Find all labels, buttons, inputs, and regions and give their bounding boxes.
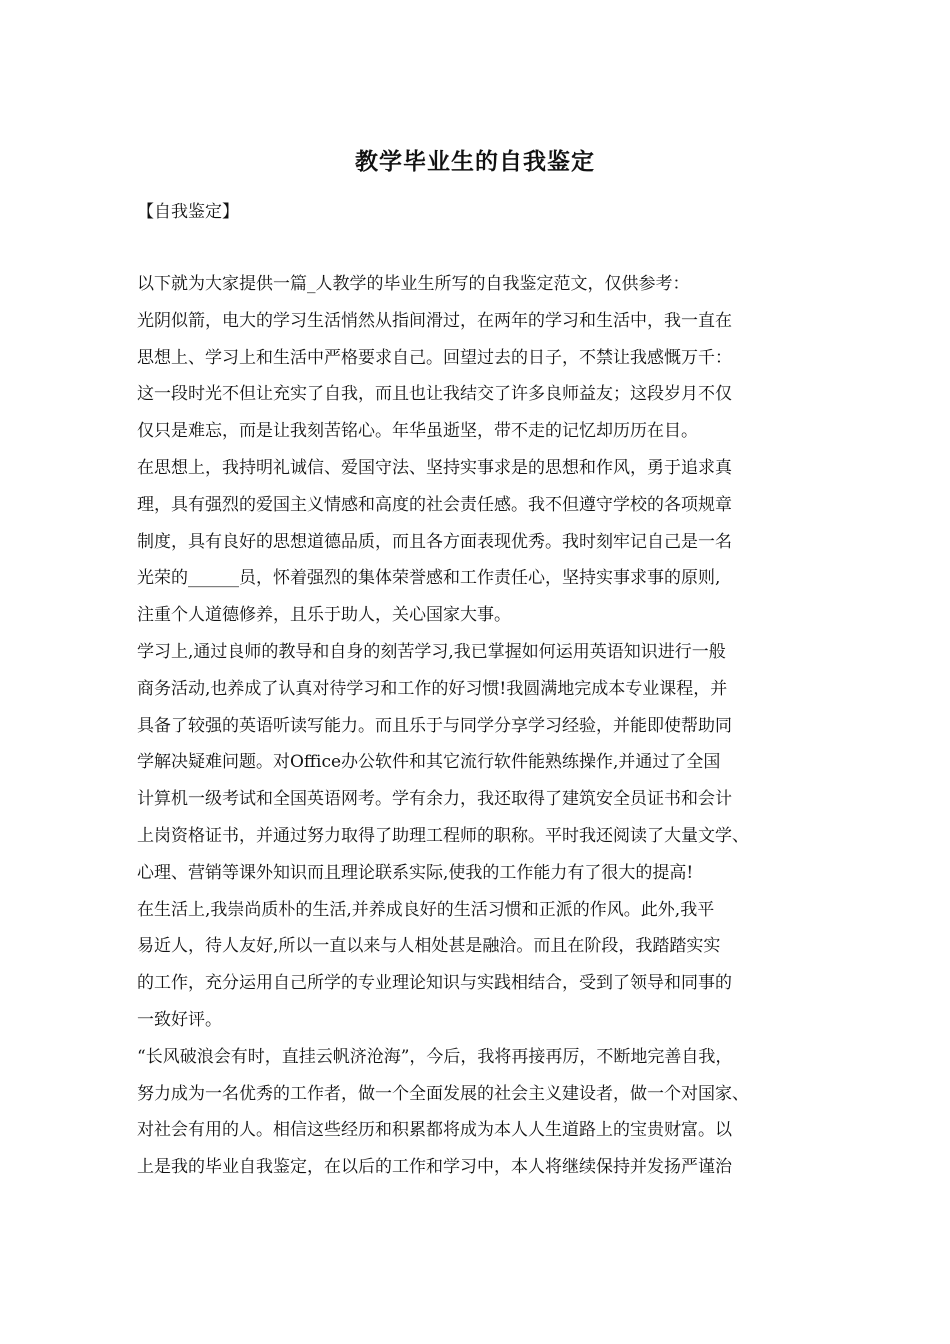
text-line: 易近人，待人友好,所以一直以来与人相处甚是融洽。而且在阶段，我踏踏实实 (137, 936, 721, 957)
text-line: 一致好评。 (137, 1009, 222, 1030)
section-label: 【自我鉴定】 (137, 202, 239, 222)
text-line: 光阴似箭，电大的学习生活悄然从指间滑过，在两年的学习和生活中，我一直在 (137, 310, 732, 331)
text-line: 学解决疑难问题。对Office办公软件和其它流行软件能熟练操作,并通过了全国 (137, 752, 721, 773)
text-line: 光荣的______员，怀着强烈的集体荣誉感和工作责任心，坚持实事求事的原则, (137, 568, 721, 589)
text-line: 商务活动,也养成了认真对待学习和工作的好习惯!我圆满地完成本专业课程，并 (137, 678, 728, 699)
text-line: 学习上,通过良师的教导和自身的刻苦学习,我已掌握如何运用英语知识进行一般 (137, 641, 726, 662)
text-line: 制度，具有良好的思想道德品质，而且各方面表现优秀。我时刻牢记自己是一名 (137, 531, 732, 552)
text-line: 上岗资格证书，并通过努力取得了助理工程师的职称。平时我还阅读了大量文学、 (137, 825, 749, 846)
text-line: 对社会有用的人。相信这些经历和积累都将成为本人人生道路上的宝贵财富。以 (137, 1120, 732, 1141)
text-line: 仅只是难忘，而是让我刻苦铭心。年华虽逝坚，带不走的记忆却历历在目。 (137, 421, 698, 442)
text-line: 在思想上，我持明礼诚信、爱国守法、坚持实事求是的思想和作风，勇于追求真 (137, 457, 732, 478)
text-line: 努力成为一名优秀的工作者，做一个全面发展的社会主义建设者，做一个对国家、 (137, 1083, 749, 1104)
text-line: “长风破浪会有时，直挂云帆济沧海”，今后，我将再接再厉，不断地完善自我， (137, 1046, 733, 1067)
text-line: 以下就为大家提供一篇_人教学的毕业生所写的自我鉴定范文，仅供参考： (137, 274, 690, 294)
text-line: 这一段时光不但让充实了自我，而且也让我结交了许多良师益友；这段岁月不仅 (137, 384, 732, 405)
text-line: 注重个人道德修养，且乐于助人，关心国家大事。 (137, 605, 511, 626)
document-title: 教学毕业生的自我鉴定 (355, 148, 595, 175)
text-line: 思想上、学习上和生活中严格要求自己。回望过去的日子，不禁让我感慨万千： (137, 347, 732, 368)
text-line: 具备了较强的英语听读写能力。而且乐于与同学分享学习经验，并能即使帮助同 (137, 715, 732, 736)
text-line: 计算机一级考试和全国英语网考。学有余力，我还取得了建筑安全员证书和会计 (137, 789, 732, 810)
text-line: 上是我的毕业自我鉴定，在以后的工作和学习中，本人将继续保持并发扬严谨治 (137, 1157, 732, 1178)
text-line: 理，具有强烈的爱国主义情感和高度的社会责任感。我不但遵守学校的各项规章 (137, 494, 732, 515)
text-line: 在生活上,我崇尚质朴的生活,并养成良好的生活习惯和正派的作风。此外,我平 (137, 899, 715, 920)
body-text (137, 266, 837, 1186)
text-line: 心理、营销等课外知识而且理论联系实际,使我的工作能力有了很大的提高! (137, 862, 694, 883)
text-line: 的工作，充分运用自己所学的专业理论知识与实践相结合，受到了领导和同事的 (137, 973, 732, 994)
